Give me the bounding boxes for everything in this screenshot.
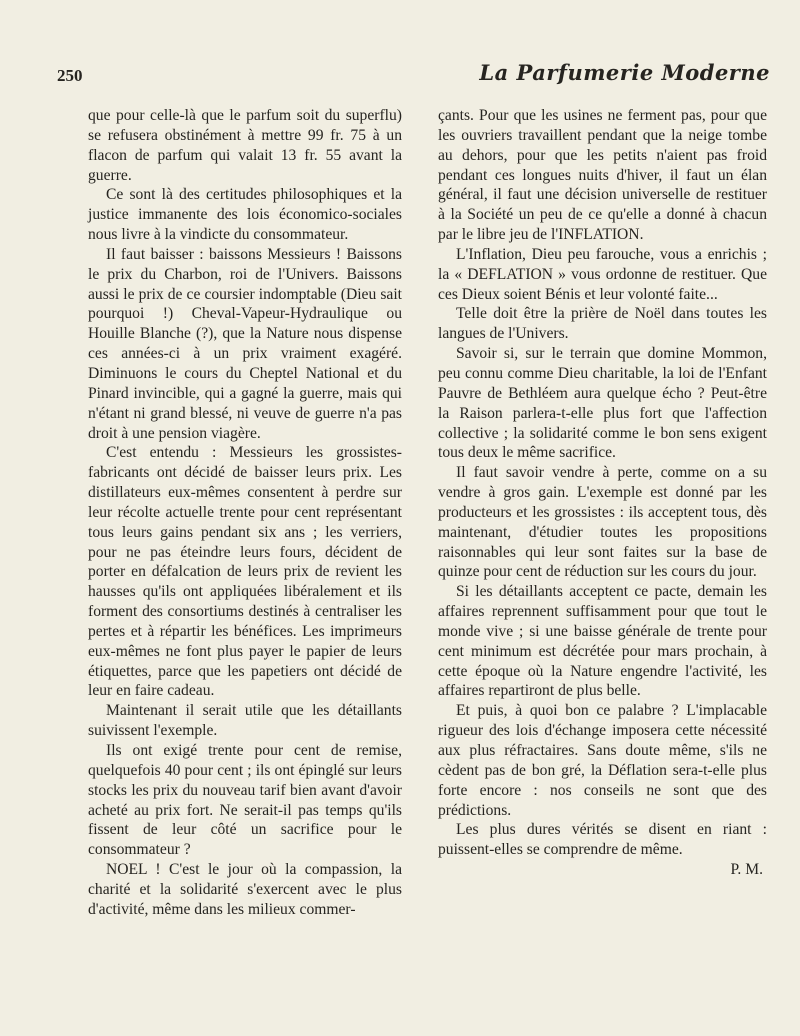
left-column: [88, 106, 402, 920]
paragraph: que pour celle-là que le parfum soit du superflu) se refusera obstinément à mettre 99 fr. 75 à un flacon de parfum qui valait 13 fr. 55 avant la guerre.: [88, 107, 402, 184]
paragraph: C'est entendu : Messieurs les grossistes-fabricants ont décidé de baisser leurs prix. Les distillateurs eux-mêmes consentent à perdre sur leur récolte actuelle trente pour cent représentant tous leurs gains pendant six ans ; les verriers, pour ne pas éteindre leurs fours, décident de porter en défalcation de leurs prix de revient les hausses qu'ils ont appliquées libéralement et ils forment des consortiums destinés à centraliser les pertes et à répartir les bénéfices. Les imprimeurs eux-mêmes ne font plus payer le papier de leurs étiquettes, parce que les papetiers ont décidé de leur en faire cadeau.: [88, 444, 402, 700]
paragraph: Il faut savoir vendre à perte, comme on a su vendre à gros gain. L'exemple est donné par les producteurs et les grossistes : ils acceptent tous, dès maintenant, d'étudier toutes les propositions raisonnables qui leur sont faites sur la base de quinze pour cent de réduction sur les cours du jour.: [438, 464, 767, 581]
paragraph: Les plus dures vérités se disent en riant : puissent-elles se comprendre de même.: [438, 821, 767, 859]
paragraph: NOEL ! C'est le jour où la compassion, la charité et la solidarité s'exercent avec le plus d'activité, même dans les milieux commer-: [88, 861, 402, 918]
paragraph: Et puis, à quoi bon ce palabre ? L'implacable rigueur des lois d'échange imposera cette nécessité aux plus réfractaires. Sans doute même, s'ils ne cèdent pas de bon gré, la Déflation sera-t-elle plus forte encore : nos conseils ne sont que des prédictions.: [438, 702, 767, 819]
paragraph: Il faut baisser : baissons Messieurs ! Baissons le prix du Charbon, roi de l'Univers. Baissons aussi le prix de ce coursier indomptable (Dieu sait pourquoi !) Cheval-Vapeur-Hydraulique ou Houille Blanche (?), que la Nature nous dispense ces années-ci à un prix vraiment exagéré. Diminuons le cours du Cheptel National et du Pinard invincible, qui a gagné la guerre, mais qui n'étant ni grand blessé, ni veuve de guerre n'a pas droit à une pension viagère.: [88, 245, 402, 442]
paragraph: Ce sont là des certitudes philosophiques et la justice immanente des lois économico-sociales nous livre à la vindicte du consommateur.: [88, 186, 402, 244]
paragraph: Ils ont exigé trente pour cent de remise, quelquefois 40 pour cent ; ils ont épinglé sur leurs stocks les prix du nouveau tarif bien avant d'avoir acheté au prix fort. Ne serait-il pas temps qu'ils fissent de leur côté un sacrifice pour le consommateur ?: [88, 742, 402, 859]
journal-title: La Parfumerie Moderne: [479, 60, 770, 85]
page-number: 250: [57, 66, 83, 85]
author-signature: P. M.: [730, 861, 763, 879]
paragraph: L'Inflation, Dieu peu farouche, vous a enrichis ; la « DEFLATION » vous ordonne de restituer. Que ces Dieux soient Bénis et leur volonté faite...: [438, 245, 767, 303]
paragraph: Savoir si, sur le terrain que domine Mommon, peu connu comme Dieu charitable, la loi de l'Enfant Pauvre de Bethléem aura quelque écho ? Peut-être la Raison parlera-t-elle plus fort que l'affection collective ; la solidarité comme le bon sens exigent tous deux le même sacrifice.: [438, 345, 767, 462]
paragraph: Si les détaillants acceptent ce pacte, demain les affaires reprennent suffisamment pour que tout le monde vive ; si une baisse générale de trente pour cent minimum est décrétée pour mars prochain, à cette époque où la Nature engendre l'activité, les affaires repartiront de plus belle.: [438, 583, 767, 700]
paragraph: Maintenant il serait utile que les détaillants suivissent l'exemple.: [88, 702, 402, 740]
paragraph: Telle doit être la prière de Noël dans toutes les langues de l'Univers.: [438, 305, 767, 343]
paragraph: çants. Pour que les usines ne ferment pas, pour que les ouvriers travaillent pendant que la neige tombe au dehors, pour que les petits n'aient pas froid pendant ces longues nuits d'hiver, il faut un élan général, il faut une décision universelle de restituer à la Société un peu de ce qu'elle a donné à chacun par le libre jeu de l'INFLATION.: [438, 107, 767, 244]
right-column: [438, 106, 767, 880]
